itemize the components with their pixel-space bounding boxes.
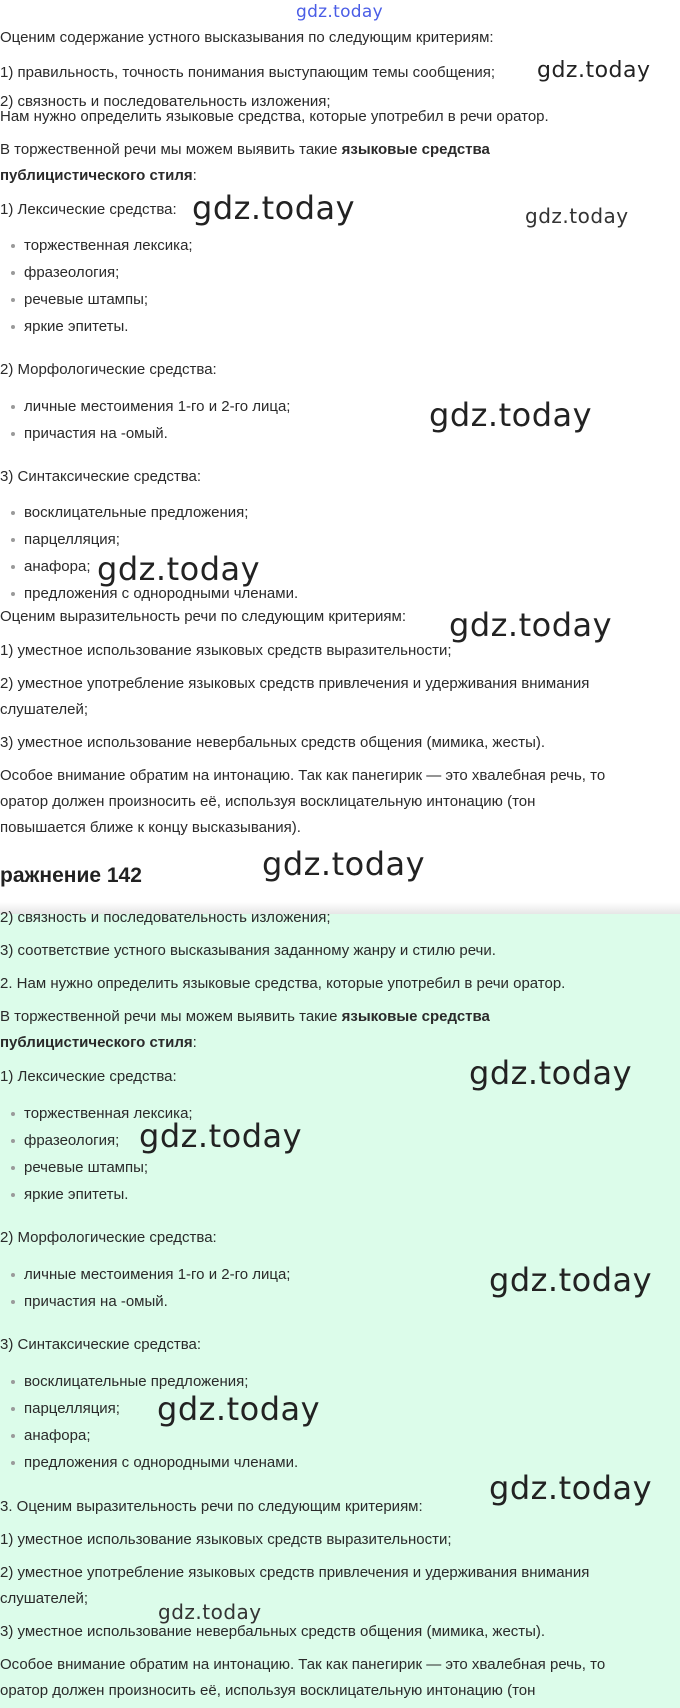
- lower-line-2: 2) связность и последовательность изложения;: [0, 909, 331, 926]
- intonation-2: оратор должен произносить её, используя восклицательную интонацию (тон: [0, 793, 536, 810]
- list-item: [0, 1399, 120, 1419]
- lower-morph-title: 2) Морфологические средства:: [0, 1229, 217, 1246]
- list-item: [0, 1158, 148, 1178]
- watermark: gdz.today: [489, 1469, 653, 1507]
- list-item: [0, 557, 91, 577]
- lower-intonation-1: Особое внимание обратим на интонацию. Так как панегирик — это хвалебная речь, то: [0, 1656, 606, 1673]
- intonation-1: Особое внимание обратим на интонацию. Так как панегирик — это хвалебная речь, то: [0, 767, 606, 784]
- lower-line-3: 3) соответствие устного высказывания заданному жанру и стилю речи.: [0, 942, 496, 959]
- bullet-dot: [11, 432, 15, 436]
- watermark: gdz.today: [157, 1390, 321, 1428]
- bullet-dot: [11, 1166, 15, 1170]
- cut-line: [0, 92, 331, 110]
- watermark: gdz.today: [429, 396, 593, 434]
- list-item-text: личные местоимения 1-го и 2-го лица;: [24, 1266, 291, 1283]
- list-item: [0, 1185, 128, 1205]
- list-item-text: анафора;: [24, 1427, 91, 1444]
- bullet-dot: [11, 1273, 15, 1277]
- expr-2a: 2) уместное употребление языковых средств привлечения и удерживания внимания: [0, 675, 590, 692]
- list-item-text: предложения с однородными членами.: [24, 1454, 299, 1471]
- list-item: [0, 1131, 119, 1151]
- bullet-dot: [11, 1139, 15, 1143]
- list-item-text: восклицательные предложения;: [24, 504, 249, 521]
- watermark: gdz.today: [97, 550, 261, 588]
- lower-intonation-2: оратор должен произносить её, используя восклицательную интонацию (тон: [0, 1682, 536, 1699]
- list-item: [0, 1372, 248, 1392]
- watermark: gdz.today: [158, 1600, 262, 1624]
- list-item: [0, 424, 168, 444]
- list-item-text: личные местоимения 1-го и 2-го лица;: [24, 398, 291, 415]
- speech-line-1-plain: В торжественной речи мы можем выявить такие: [0, 141, 342, 158]
- bullet-dot: [11, 592, 15, 596]
- list-item: [0, 530, 120, 550]
- bullet-dot: [11, 271, 15, 275]
- list-item-text: торжественная лексика;: [24, 1105, 193, 1122]
- list-item-text: восклицательные предложения;: [24, 1373, 249, 1390]
- speech-line-2-tail: :: [192, 167, 197, 184]
- list-item-text: парцелляция;: [24, 1400, 120, 1417]
- list-item-text: речевые штампы;: [24, 1159, 149, 1176]
- lower-expr-2b: слушателей;: [0, 1590, 88, 1607]
- speech-line-1-bold: языковые средства: [341, 141, 490, 158]
- list-item-text: фразеология;: [24, 264, 120, 281]
- list-item: [0, 1292, 168, 1312]
- list-item-text: анафора;: [24, 558, 91, 575]
- lower-expr-1: 1) уместное использование языковых средств выразительности;: [0, 1531, 452, 1548]
- cut-line-text: 2) связность и последовательность изложения;: [0, 93, 331, 110]
- lower-lexical-title: 1) Лексические средства:: [0, 1068, 177, 1085]
- list-item-text: яркие эпитеты.: [24, 318, 129, 335]
- list-item: [0, 1426, 91, 1446]
- speech-line-2: [0, 166, 197, 186]
- bullet-dot: [11, 1300, 15, 1304]
- bullet-dot: [11, 1461, 15, 1465]
- morph-title: 2) Морфологические средства:: [0, 361, 217, 378]
- lower-syntax-title: 3) Синтаксические средства:: [0, 1336, 202, 1353]
- watermark: gdz.today: [469, 1054, 633, 1092]
- list-item: [0, 290, 148, 310]
- list-item-text: речевые штампы;: [24, 291, 149, 308]
- exercise-heading: ражнение 142: [0, 864, 142, 887]
- list-item-text: предложения с однородными членами.: [24, 585, 299, 602]
- expr-2b: слушателей;: [0, 701, 88, 718]
- lower-speech-line-1-plain: В торжественной речи мы можем выявить такие: [0, 1008, 342, 1025]
- list-item: [0, 397, 290, 417]
- bullet-dot: [11, 1407, 15, 1411]
- watermark: gdz.today: [139, 1117, 303, 1155]
- lower-expr-intro: 3. Оценим выразительность речи по следующим критериям:: [0, 1498, 423, 1515]
- list-item-text: яркие эпитеты.: [24, 1186, 129, 1203]
- lexical-title: 1) Лексические средства:: [0, 201, 177, 218]
- expr-intro: Оценим выразительность речи по следующим критериям:: [0, 608, 406, 625]
- list-item-text: причастия на -омый.: [24, 1293, 168, 1310]
- bullet-dot: [11, 1380, 15, 1384]
- bullet-dot: [11, 244, 15, 248]
- lower-speech-line-2: [0, 1033, 197, 1053]
- bullet-dot: [11, 538, 15, 542]
- watermark: gdz.today: [537, 58, 651, 83]
- criterion-1: 1) правильность, точность понимания выступающим темы сообщения;: [0, 64, 496, 81]
- bullet-dot: [11, 1112, 15, 1116]
- bullet-dot: [11, 1434, 15, 1438]
- lower-speech-line-2-tail: :: [192, 1034, 197, 1051]
- list-item: [0, 236, 193, 256]
- lower-speech-line-1: [0, 1007, 490, 1027]
- expr-3: 3) уместное использование невербальных средств общения (мимика, жесты).: [0, 734, 546, 751]
- list-item: [0, 503, 248, 523]
- bullet-dot: [11, 1193, 15, 1197]
- syntax-title: 3) Синтаксические средства:: [0, 468, 202, 485]
- list-item-text: парцелляция;: [24, 531, 120, 548]
- list-item-text: торжественная лексика;: [24, 237, 193, 254]
- intonation-3: повышается ближе к концу высказывания).: [0, 819, 301, 836]
- list-item-text: причастия на -омый.: [24, 425, 168, 442]
- bullet-dot: [11, 405, 15, 409]
- watermark: gdz.today: [449, 606, 613, 644]
- bullet-dot: [11, 298, 15, 302]
- lower-expr-2a: 2) уместное употребление языковых средств привлечения и удерживания внимания: [0, 1564, 590, 1581]
- speech-line-1: [0, 140, 490, 160]
- means-intro: Нам нужно определить языковые средства, которые употребил в речи оратор.: [0, 108, 549, 125]
- bullet-dot: [11, 511, 15, 515]
- criteria-intro: Оценим содержание устного высказывания по следующим критериям:: [0, 29, 494, 46]
- site-logo[interactable]: gdz.today: [296, 2, 383, 22]
- lower-expr-3: 3) уместное использование невербальных средств общения (мимика, жесты).: [0, 1623, 546, 1640]
- bullet-dot: [11, 325, 15, 329]
- watermark: gdz.today: [525, 204, 629, 228]
- speech-line-2-bold: публицистического стиля: [0, 167, 193, 184]
- watermark: gdz.today: [262, 845, 426, 883]
- lower-means-intro: 2. Нам нужно определить языковые средства, которые употребил в речи оратор.: [0, 975, 566, 992]
- lower-speech-line-1-bold: языковые средства: [341, 1008, 490, 1025]
- list-item: [0, 317, 128, 337]
- lower-speech-line-2-bold: публицистического стиля: [0, 1034, 193, 1051]
- watermark: gdz.today: [489, 1261, 653, 1299]
- expr-1: 1) уместное использование языковых средств выразительности;: [0, 642, 452, 659]
- watermark: gdz.today: [192, 189, 356, 227]
- bullet-dot: [11, 565, 15, 569]
- list-item-text: фразеология;: [24, 1132, 120, 1149]
- list-item: [0, 1453, 298, 1473]
- list-item: [0, 1265, 290, 1285]
- list-item: [0, 263, 119, 283]
